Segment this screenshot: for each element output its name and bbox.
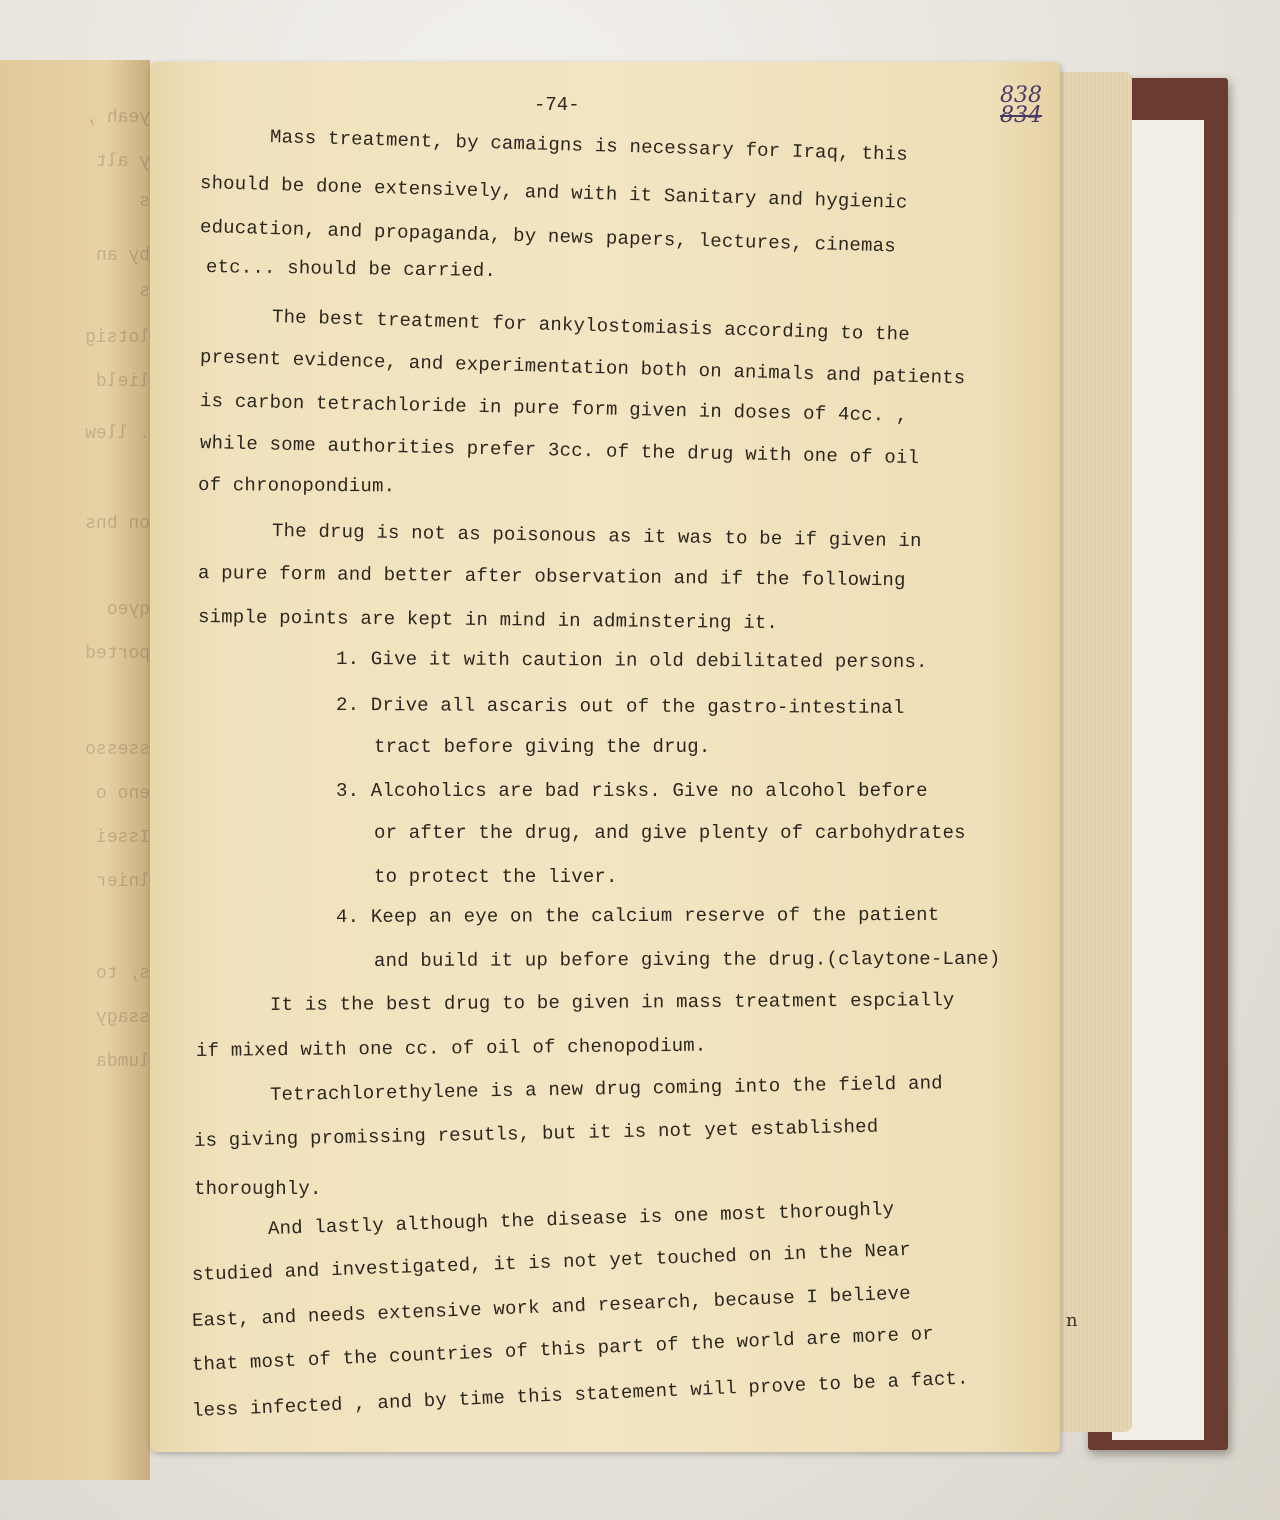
stack-mark: n: [1066, 1310, 1078, 1331]
ghost-line: lield: [95, 372, 150, 392]
text-line: is giving promissing resutls, but it is not yet established: [193, 1115, 879, 1152]
text-line: East, and needs extensive work and research, because I believe: [191, 1282, 912, 1332]
text-line: of chronopondium.: [197, 474, 396, 498]
ghost-line: lnier: [95, 872, 150, 892]
text-line: while some authorities prefer 3cc. of the drug with one of oil: [199, 432, 920, 470]
text-line: The drug is not as poisonous as it was to be if given in: [271, 520, 922, 553]
page-number: -74-: [534, 94, 580, 116]
text-line: should be done extensively, and with it Sanitary and hygienic: [199, 172, 908, 214]
text-line: etc... should be carried.: [205, 256, 497, 283]
ghost-line: . llew: [85, 424, 150, 444]
ghost-line: s: [139, 192, 150, 212]
list-item: 2. Drive all ascaris out of the gastro-intestinal: [335, 694, 905, 719]
text-line: is carbon tetrachloride in pure form given in doses of 4cc. ,: [199, 390, 908, 427]
list-item: 3. Alcoholics are bad risks. Give no alcohol before: [336, 780, 928, 802]
folio-current: 838: [1000, 83, 1042, 108]
ghost-line: ssesso: [85, 740, 150, 760]
ghost-line: ported: [85, 644, 150, 664]
text-line: studied and investigated, it is not yet touched on in the Near: [191, 1238, 912, 1286]
ghost-line: by an: [95, 246, 150, 266]
list-item: 1. Give it with caution in old debilitated persons.: [335, 648, 928, 674]
text-line: if mixed with one cc. of oil of chenopodium.: [195, 1034, 707, 1062]
ghost-line: Issei: [95, 828, 150, 848]
page-stack-edge: [1052, 72, 1132, 1432]
list-item-continuation: tract before giving the drug.: [374, 736, 711, 758]
text-line: The best treatment for ankylostomiasis according to the: [271, 306, 911, 346]
list-item: 4. Keep an eye on the calcium reserve of the patient: [335, 903, 940, 928]
list-item-continuation: to protect the liver.: [374, 866, 618, 888]
ghost-line: lumda: [95, 1052, 150, 1072]
text-line: Tetrachlorethylene is a new drug coming into the field and: [269, 1072, 944, 1106]
ghost-line: yeah ,: [85, 108, 150, 128]
ghost-line: qyeo: [106, 600, 150, 620]
ghost-line: s: [139, 282, 150, 302]
ghost-line: ssagy: [95, 1008, 150, 1028]
text-line: And lastly although the disease is one most thoroughly: [267, 1198, 895, 1240]
text-line: thoroughly.: [194, 1178, 322, 1200]
text-line: simple points are kept in mind in adminstering it.: [197, 606, 779, 635]
left-page: [0, 60, 150, 1480]
text-line: It is the best drug to be given in mass treatment espcially: [269, 989, 955, 1016]
folio-number: [1000, 83, 1042, 128]
ghost-line: eno o: [95, 784, 150, 804]
text-line: education, and propaganda, by news papers, lectures, cinemas: [199, 216, 897, 258]
text-line: a pure form and better after observation and if the following: [197, 562, 906, 592]
ghost-line: y alt: [95, 152, 150, 172]
text-line: present evidence, and experimentation both on animals and patients: [199, 346, 966, 390]
text-line: Mass treatment, by camaigns is necessary for Iraq, this: [269, 126, 909, 166]
text-line: that most of the countries of this part of the world are more or: [191, 1322, 935, 1376]
text-line: less infected , and by time this statement will prove to be a fact.: [191, 1367, 970, 1422]
ghost-line: on bns: [85, 514, 150, 534]
list-item-continuation: or after the drug, and give plenty of carbohydrates: [374, 822, 966, 844]
list-item-continuation: and build it up before giving the drug.(claytone-Lane): [373, 947, 1001, 972]
ghost-line: lotsig: [85, 328, 150, 348]
ghost-line: s, to: [95, 964, 150, 984]
folio-struck: 834: [1000, 103, 1042, 128]
